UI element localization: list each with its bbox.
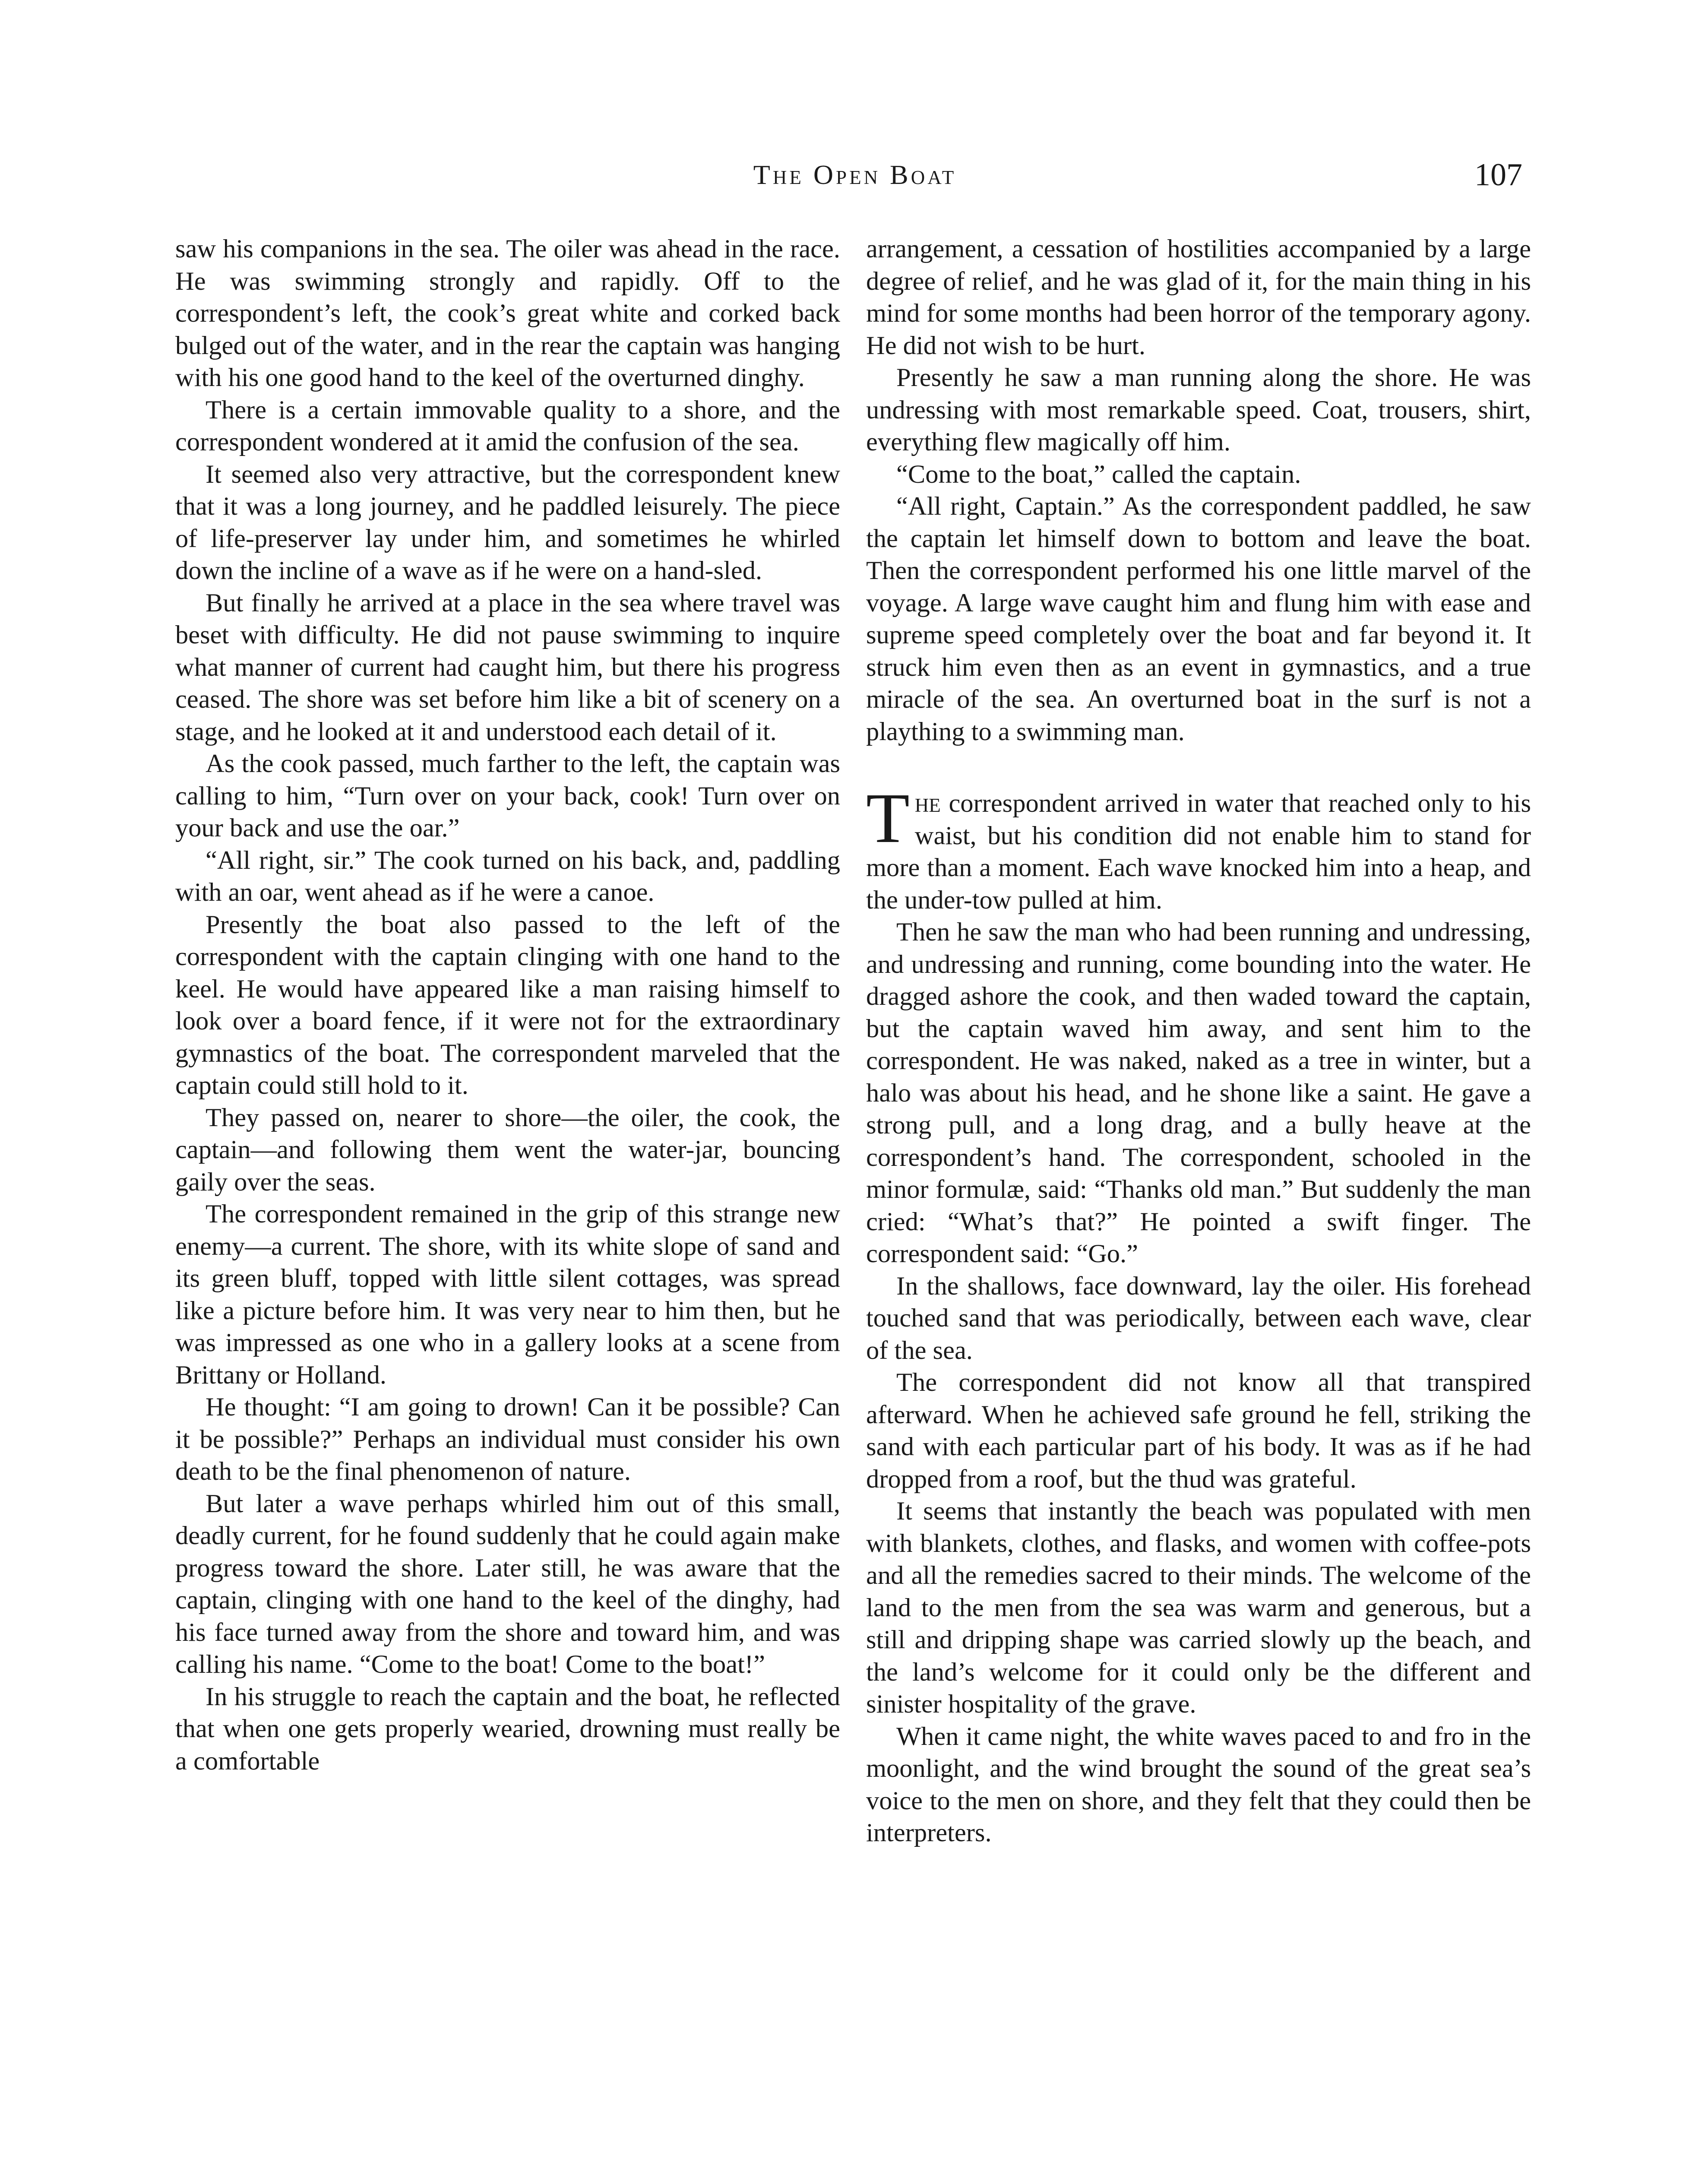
paragraph: “All right, Captain.” As the correspondent paddled, he saw the captain let himself down to bottom and leave the boat. Then the correspondent performed his one little marvel of the voyage. A large wave caught him and flung him with ease and supreme speed completely over the boat and far beyond it. It struck him even then as an event in gymnastics, and a true miracle of the sea. An overturned boat in the surf is not a plaything to a swimming man. [866,492,1531,746]
paragraph: As the cook passed, much farther to the left, the captain was calling to him, “Turn over on your back, cook! Turn over on your back and use the oar.” [175,749,840,842]
paragraph: “Come to the boat,” called the captain. [896,459,1301,489]
drop-cap-smallcaps: he [914,787,941,818]
paragraph: He thought: “I am going to drown! Can it be possible? Can it be possible?” Perhaps an individual must consider his own death to be the final phenomenon of nature. [175,1393,840,1486]
paragraph: The correspondent remained in the grip of this strange new enemy—a current. The shore, with its white slope of sand and its green bluff, topped with little silent cottages, was spread like a picture before him. It was very near to him then, but he was impressed as one who in a gallery looks at a scene from Brittany or Holland. [175,1200,840,1390]
paragraph: It seemed also very attractive, but the correspondent knew that it was a long journey, and he paddled leisurely. The piece of life-preserver lay under him, and sometimes he whirled down the incline of a wave as if he were on a hand-sled. [175,459,840,585]
paragraph: There is a certain immovable quality to a shore, and the correspondent wondered at it amid the confusion of the sea. [175,395,840,456]
drop-cap-rest: correspondent arrived in water that reached only to his waist, but his condition did not enable him to stand for more than a moment. Each wave knocked him into a heap, and the under-tow pulled at him. [866,789,1531,915]
page-number: 107 [1474,157,1522,193]
drop-cap-paragraph [866,779,1531,916]
section-break [866,748,1531,787]
paragraph: But finally he arrived at a place in the sea where travel was beset with difficulty. He did not pause swimming to inquire what manner of current had caught him, but there his progress ceased. The shore was set before him like a bit of scenery on a stage, and he looked at it and understood each detail of it. [175,588,840,746]
paragraph: “All right, sir.” The cook turned on his back, and, paddling with an oar, went ahead as if he were a canoe. [175,845,840,907]
paragraph: Then he saw the man who had been running and undressing, and undressing and running, come bounding into the water. He dragged ashore the cook, and then waded toward the captain, but the captain waved him away, and sent him to the correspondent. He was naked, naked as a tree in winter, but a halo was about his head, and he shone like a saint. He gave a strong pull, and a long drag, and a bully heave at the correspondent’s hand. The correspondent, schooled in the minor formulæ, said: “Thanks old man.” But suddenly the man cried: “What’s that?” He pointed a swift finger. The correspondent said: “Go.” [866,918,1531,1268]
left-column [175,233,840,1777]
paragraph: Presently he saw a man running along the shore. He was undressing with most remarkable speed. Coat, trousers, shirt, everything flew magically off him. [866,363,1531,456]
drop-cap-letter: T [866,779,910,858]
paragraph: They passed on, nearer to shore—the oiler, the cook, the captain—and following them went the water-jar, bouncing gaily over the seas. [175,1103,840,1197]
paragraph: saw his companions in the sea. The oiler was ahead in the race. He was swimming strongly and rapidly. Off to the correspondent’s left, the cook’s great white and corked back bulged out of the water, and in the rear the captain was hanging with his one good hand to the keel of the overturned dinghy. [175,234,840,392]
paragraph: In the shallows, face downward, lay the oiler. His forehead touched sand that was periodically, between each wave, clear of the sea. [866,1271,1531,1365]
running-title: The Open Boat [753,159,957,190]
paragraph: The correspondent did not know all that transpired afterward. When he achieved safe ground he fell, striking the sand with each particular part of his body. It was as if he had dropped from a roof, but the thud was grateful. [866,1368,1531,1494]
paragraph: It seems that instantly the beach was populated with men with blankets, clothes, and flasks, and women with coffee-pots and all the remedies sacred to their minds. The welcome of the land to the men from the sea was warm and generous, but a still and dripping shape was carried slowly up the beach, and the land’s welcome for it could only be the different and sinister hospitality of the grave. [866,1497,1531,1719]
paragraph: Presently the boat also passed to the left of the correspondent with the captain clinging with one hand to the keel. He would have appeared like a man raising himself to look over a board fence, if it were not for the extraordinary gymnastics of the boat. The correspondent marveled that the captain could still hold to it. [175,910,840,1100]
paragraph: When it came night, the white waves paced to and fro in the moonlight, and the wind brought the sound of the great sea’s voice to the men on shore, and they felt that they could then be interpreters. [866,1722,1531,1847]
paragraph: But later a wave perhaps whirled him out of this small, deadly current, for he found suddenly that he could again make progress toward the shore. Later still, he was aware that the captain, clinging with one hand to the keel of the dinghy, had his face turned away from the shore and toward him, and was calling his name. “Come to the boat! Come to the boat!” [175,1489,840,1679]
paragraph: In his struggle to reach the captain and the boat, he reflected that when one gets properly wearied, drowning must really be a comfortable [175,1682,840,1776]
right-column [866,233,1531,1849]
paragraph: arrangement, a cessation of hostilities accompanied by a large degree of relief, and he was glad of it, for the main thing in his mind for some months had been horror of the temporary agony. He did not wish to be hurt. [866,234,1531,360]
